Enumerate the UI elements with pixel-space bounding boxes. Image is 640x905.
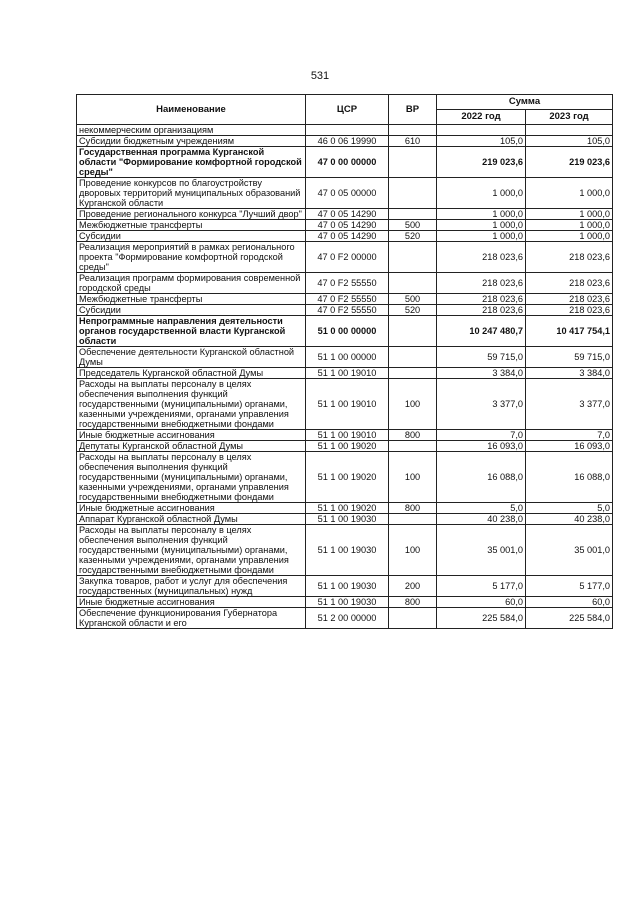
table-row <box>77 220 613 231</box>
cell-2023: 35 001,0 <box>526 525 613 576</box>
cell-2023: 3 377,0 <box>526 379 613 430</box>
cell-2023: 5 177,0 <box>526 576 613 597</box>
cell-csr: 47 0 F2 00000 <box>306 242 389 273</box>
cell-vr: 800 <box>389 597 437 608</box>
header-csr: ЦСР <box>306 95 389 125</box>
cell-2023: 16 088,0 <box>526 452 613 503</box>
header-vr: ВР <box>389 95 437 125</box>
cell-2023: 1 000,0 <box>526 178 613 209</box>
header-year-2023: 2023 год <box>526 110 613 125</box>
header-name: Наименование <box>77 95 306 125</box>
cell-2022: 10 247 480,7 <box>437 316 526 347</box>
cell-vr: 800 <box>389 503 437 514</box>
cell-2022: 3 377,0 <box>437 379 526 430</box>
cell-vr: 100 <box>389 452 437 503</box>
table-row <box>77 379 613 430</box>
cell-vr <box>389 242 437 273</box>
cell-name: Субсидии <box>77 305 306 316</box>
budget-table <box>76 94 613 629</box>
cell-vr: 100 <box>389 525 437 576</box>
cell-vr <box>389 441 437 452</box>
cell-2022: 225 584,0 <box>437 608 526 629</box>
table-row <box>77 347 613 368</box>
table-row <box>77 316 613 347</box>
cell-name: Непрограммные направления деятельности органов государственной власти Курганской области <box>77 316 306 347</box>
cell-name: Межбюджетные трансферты <box>77 220 306 231</box>
cell-csr <box>306 125 389 136</box>
cell-vr <box>389 147 437 178</box>
cell-2023: 218 023,6 <box>526 305 613 316</box>
cell-csr: 47 0 00 00000 <box>306 147 389 178</box>
cell-2023: 59 715,0 <box>526 347 613 368</box>
cell-2022: 35 001,0 <box>437 525 526 576</box>
cell-csr: 47 0 F2 55550 <box>306 294 389 305</box>
cell-vr <box>389 178 437 209</box>
header-year-2022: 2022 год <box>437 110 526 125</box>
cell-csr: 51 1 00 19030 <box>306 514 389 525</box>
table-row <box>77 514 613 525</box>
cell-name: Закупка товаров, работ и услуг для обеспечения государственных (муниципальных) нужд <box>77 576 306 597</box>
cell-vr: 520 <box>389 231 437 242</box>
cell-2022: 16 088,0 <box>437 452 526 503</box>
cell-2023 <box>526 125 613 136</box>
table-header-row <box>77 95 613 110</box>
cell-name: Реализация мероприятий в рамках регионального проекта "Формирование комфортной городской среды" <box>77 242 306 273</box>
cell-2023: 219 023,6 <box>526 147 613 178</box>
cell-2023: 1 000,0 <box>526 209 613 220</box>
cell-name: Реализация программ формирования современной городской среды <box>77 273 306 294</box>
cell-2022: 105,0 <box>437 136 526 147</box>
cell-vr <box>389 316 437 347</box>
cell-name: Депутаты Курганской областной Думы <box>77 441 306 452</box>
cell-2022: 60,0 <box>437 597 526 608</box>
cell-2022 <box>437 125 526 136</box>
cell-2022: 5,0 <box>437 503 526 514</box>
table-row <box>77 273 613 294</box>
cell-2023: 105,0 <box>526 136 613 147</box>
cell-vr <box>389 608 437 629</box>
cell-2022: 219 023,6 <box>437 147 526 178</box>
cell-name: Проведение регионального конкурса "Лучший двор" <box>77 209 306 220</box>
cell-2022: 218 023,6 <box>437 305 526 316</box>
cell-vr: 500 <box>389 294 437 305</box>
table-row <box>77 294 613 305</box>
cell-csr: 47 0 05 14290 <box>306 231 389 242</box>
cell-2022: 1 000,0 <box>437 231 526 242</box>
cell-csr: 51 1 00 19020 <box>306 503 389 514</box>
cell-csr: 47 0 F2 55550 <box>306 305 389 316</box>
table-row <box>77 608 613 629</box>
cell-name: Аппарат Курганской областной Думы <box>77 514 306 525</box>
cell-name: Расходы на выплаты персоналу в целях обеспечения выполнения функций государственными (муниципальными) органами, казенными учреждениями, органами управления государственными внебюджетными фондами <box>77 452 306 503</box>
cell-vr <box>389 209 437 220</box>
cell-csr: 47 0 05 14290 <box>306 209 389 220</box>
table-row <box>77 368 613 379</box>
cell-csr: 51 1 00 19010 <box>306 379 389 430</box>
cell-csr: 47 0 05 14290 <box>306 220 389 231</box>
cell-vr <box>389 368 437 379</box>
table-row <box>77 597 613 608</box>
cell-name: Иные бюджетные ассигнования <box>77 597 306 608</box>
cell-csr: 51 0 00 00000 <box>306 316 389 347</box>
cell-csr: 51 2 00 00000 <box>306 608 389 629</box>
cell-name: Расходы на выплаты персоналу в целях обеспечения выполнения функций государственными (муниципальными) органами, казенными учреждениями, органами управления государственными внебюджетными фондами <box>77 525 306 576</box>
cell-csr: 51 1 00 19010 <box>306 368 389 379</box>
cell-2023: 218 023,6 <box>526 294 613 305</box>
cell-vr <box>389 273 437 294</box>
table-row <box>77 503 613 514</box>
cell-2023: 60,0 <box>526 597 613 608</box>
cell-2022: 1 000,0 <box>437 220 526 231</box>
cell-csr: 51 1 00 19010 <box>306 430 389 441</box>
cell-name: Обеспечение функционирования Губернатора Курганской области и его <box>77 608 306 629</box>
header-sum: Сумма <box>437 95 613 110</box>
cell-vr <box>389 125 437 136</box>
table-row <box>77 242 613 273</box>
cell-csr: 51 1 00 19030 <box>306 525 389 576</box>
cell-2023: 225 584,0 <box>526 608 613 629</box>
cell-name: Председатель Курганской областной Думы <box>77 368 306 379</box>
cell-vr: 610 <box>389 136 437 147</box>
cell-name: Межбюджетные трансферты <box>77 294 306 305</box>
table-row <box>77 576 613 597</box>
cell-name: Расходы на выплаты персоналу в целях обеспечения выполнения функций государственными (муниципальными) органами, казенными учреждениями, органами управления государственными внебюджетными фондами <box>77 379 306 430</box>
cell-2022: 40 238,0 <box>437 514 526 525</box>
cell-vr: 200 <box>389 576 437 597</box>
cell-csr: 47 0 F2 55550 <box>306 273 389 294</box>
cell-name: Проведение конкурсов по благоустройству дворовых территорий муниципальных образований Курганской области <box>77 178 306 209</box>
cell-2022: 16 093,0 <box>437 441 526 452</box>
table-row <box>77 430 613 441</box>
cell-2022: 3 384,0 <box>437 368 526 379</box>
cell-2023: 218 023,6 <box>526 242 613 273</box>
cell-vr <box>389 514 437 525</box>
cell-name: Обеспечение деятельности Курганской областной Думы <box>77 347 306 368</box>
cell-2023: 40 238,0 <box>526 514 613 525</box>
cell-2023: 16 093,0 <box>526 441 613 452</box>
page-number: 531 <box>310 70 330 82</box>
cell-2023: 7,0 <box>526 430 613 441</box>
cell-csr: 51 1 00 19020 <box>306 452 389 503</box>
cell-csr: 47 0 05 00000 <box>306 178 389 209</box>
cell-2023: 1 000,0 <box>526 231 613 242</box>
cell-name: Иные бюджетные ассигнования <box>77 503 306 514</box>
cell-2022: 1 000,0 <box>437 209 526 220</box>
cell-2022: 218 023,6 <box>437 294 526 305</box>
cell-2022: 218 023,6 <box>437 273 526 294</box>
cell-csr: 46 0 06 19990 <box>306 136 389 147</box>
cell-2023: 5,0 <box>526 503 613 514</box>
cell-vr: 100 <box>389 379 437 430</box>
table-row <box>77 125 613 136</box>
cell-csr: 51 1 00 19030 <box>306 576 389 597</box>
table-row <box>77 441 613 452</box>
cell-2022: 59 715,0 <box>437 347 526 368</box>
table-row <box>77 209 613 220</box>
cell-vr: 520 <box>389 305 437 316</box>
table-row <box>77 305 613 316</box>
cell-name: некоммерческим организациям <box>77 125 306 136</box>
cell-csr: 51 1 00 00000 <box>306 347 389 368</box>
cell-2023: 10 417 754,1 <box>526 316 613 347</box>
cell-2022: 1 000,0 <box>437 178 526 209</box>
cell-name: Иные бюджетные ассигнования <box>77 430 306 441</box>
table-row <box>77 178 613 209</box>
cell-vr: 800 <box>389 430 437 441</box>
table-row <box>77 147 613 178</box>
cell-vr: 500 <box>389 220 437 231</box>
cell-csr: 51 1 00 19030 <box>306 597 389 608</box>
table-row <box>77 525 613 576</box>
cell-name: Субсидии <box>77 231 306 242</box>
cell-2023: 3 384,0 <box>526 368 613 379</box>
cell-2022: 7,0 <box>437 430 526 441</box>
table-row <box>77 136 613 147</box>
cell-2022: 5 177,0 <box>437 576 526 597</box>
table-row <box>77 452 613 503</box>
cell-name: Государственная программа Курганской области "Формирование комфортной городской среды" <box>77 147 306 178</box>
cell-2022: 218 023,6 <box>437 242 526 273</box>
cell-2023: 218 023,6 <box>526 273 613 294</box>
table-row <box>77 231 613 242</box>
cell-name: Субсидии бюджетным учреждениям <box>77 136 306 147</box>
cell-2023: 1 000,0 <box>526 220 613 231</box>
cell-csr: 51 1 00 19020 <box>306 441 389 452</box>
cell-vr <box>389 347 437 368</box>
